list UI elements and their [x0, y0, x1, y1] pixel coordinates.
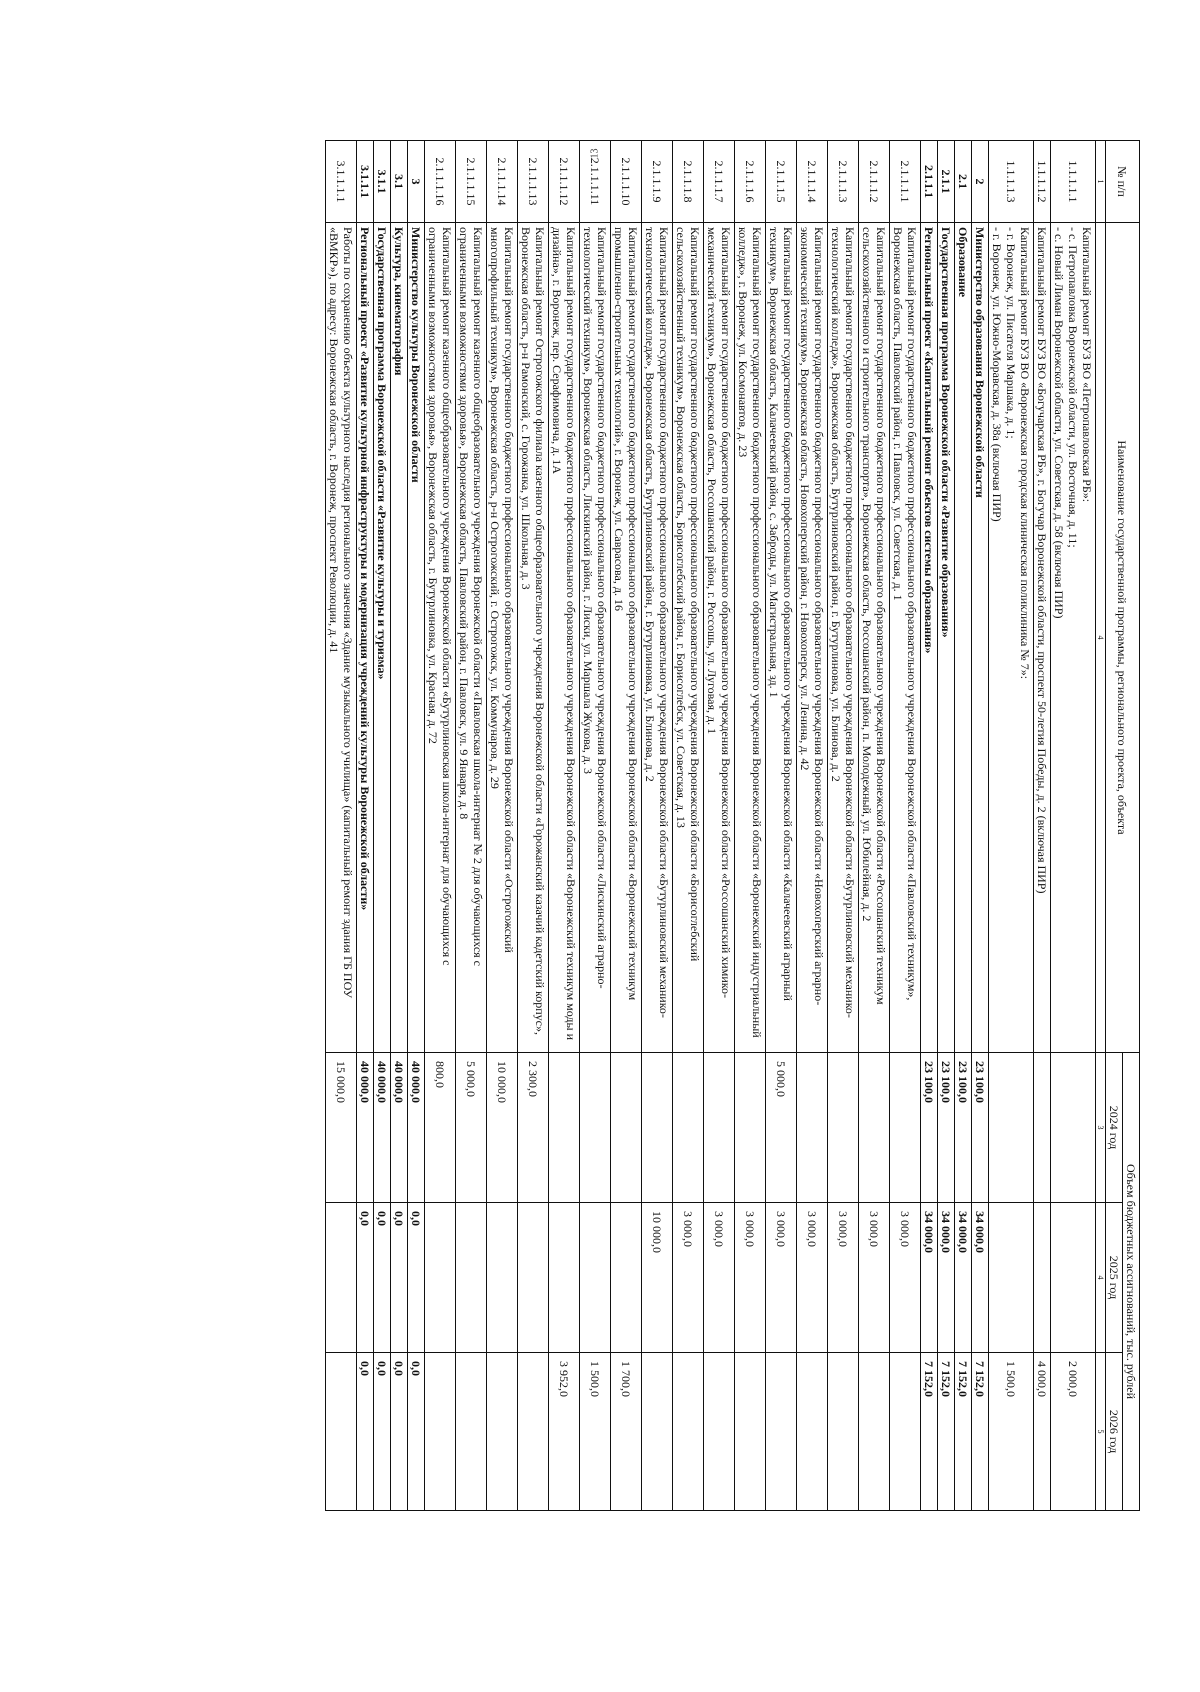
row-value-2026 [642, 1353, 673, 1511]
row-value-2026: 0,0 [391, 1353, 408, 1511]
row-value-2026 [704, 1353, 735, 1511]
row-value-2025: 0,0 [357, 1203, 374, 1353]
row-value-2024 [1051, 1053, 1096, 1203]
row-name: Капитальный ремонт государственного бюджетного профессионального образовательного учреждения Воронежской области «Воронежский техникум моды и дизайна», г. Воронеж, пер. Серафимовича, д. 1А [549, 223, 580, 1053]
row-number: 3 [408, 141, 425, 223]
table-row [955, 141, 972, 1511]
table-row [766, 141, 797, 1511]
row-name: Капитальный ремонт БУЗ ВО «Воронежская городская клиническая поликлиника № 7»: - г. Воронеж, ул. Писателя Маршака, д. 1; - г. Воронеж, ул. Южно-Моравская, д. 38а (включая ПИР) [989, 223, 1034, 1053]
row-number: 2.1.1.1.15 [456, 141, 487, 223]
row-value-2025: 34 000,0 [972, 1203, 989, 1353]
row-number: 2.1.1.1.11 [580, 141, 611, 223]
row-value-2024 [797, 1053, 828, 1203]
col-2025-header: 2025 год [1106, 1203, 1123, 1353]
budget-table [325, 140, 1140, 1511]
row-value-2024 [890, 1053, 921, 1203]
table-row [1051, 141, 1096, 1511]
row-value-2026 [425, 1353, 456, 1511]
row-value-2026 [673, 1353, 704, 1511]
row-name: Капитальный ремонт государственного бюджетного профессионального образовательного учреждения Воронежской области «Калачеевский аграрный техникум», Воронежская область, Калачеевский район, с. Заброды, ул. Магистральная, зд. 1 [766, 223, 797, 1053]
row-value-2024 [642, 1053, 673, 1203]
row-number: 3.1.1 [374, 141, 391, 223]
column-index: 3 [1096, 1053, 1106, 1203]
row-value-2026: 1 700,0 [611, 1353, 642, 1511]
row-value-2026 [797, 1353, 828, 1511]
table-row [1034, 141, 1051, 1511]
row-number: 2.1.1.1.8 [673, 141, 704, 223]
row-number: 3.1.1.1.1 [326, 141, 357, 223]
row-name: Капитальный ремонт государственного бюджетного профессионального образовательного учреждения Воронежской области «Острогожский многопрофильный техникум», Воронежская область, р-н Острогожский, г. Острогожск, ул. Коммунаров, д. 29 [487, 223, 518, 1053]
col-num-header: № п/п [1106, 141, 1140, 223]
row-name: Капитальный ремонт государственного бюджетного профессионального образовательного учреждения Воронежской области «Новохоперский аграрно-экономический техникум», Воронежская область, Новохоперский район, г. Новохоперск, ул. Ленина, д. 42 [797, 223, 828, 1053]
row-value-2024 [549, 1053, 580, 1203]
col-2026-header: 2026 год [1106, 1353, 1123, 1511]
row-value-2026: 4 000,0 [1034, 1353, 1051, 1511]
table-row [797, 141, 828, 1511]
row-value-2026: 0,0 [374, 1353, 391, 1511]
row-name: Государственная программа Воронежской области «Развитие образования» [938, 223, 955, 1053]
row-value-2026 [487, 1353, 518, 1511]
row-number: 3.1.1.1 [357, 141, 374, 223]
table-row [642, 141, 673, 1511]
row-value-2024: 23 100,0 [972, 1053, 989, 1203]
row-value-2025: 34 000,0 [955, 1203, 972, 1353]
row-value-2025: 10 000,0 [642, 1203, 673, 1353]
table-row [673, 141, 704, 1511]
row-number: 2.1.1.1.7 [704, 141, 735, 223]
row-number: 2.1.1.1.14 [487, 141, 518, 223]
row-value-2025: 0,0 [391, 1203, 408, 1353]
row-name: Капитальный ремонт государственного бюджетного профессионального образовательного учреждения Воронежской области «Воронежский техникум промышленно-строительных технологий», г. Воронеж, ул. Саврасова, д. 16 [611, 223, 642, 1053]
row-value-2024 [611, 1053, 642, 1203]
table-row [921, 141, 938, 1511]
row-name: Капитальный ремонт государственного бюджетного профессионального образовательного учреждения Воронежской области «Борисоглебский сельскохозяйственный техникум», Воронежская область, Борисоглебский район, г. Борисоглебск, ул. Советская, д. 13 [673, 223, 704, 1053]
row-name: Капитальный ремонт государственного бюджетного профессионального образовательного учреждения Воронежской области «Бутурлиновский механико-технологический колледж», Воронежская область, Бутурлиновский район, г. Бутурлиновка, ул. Блинова, д. 2 [642, 223, 673, 1053]
row-value-2025 [1034, 1203, 1051, 1353]
column-index-row [1096, 141, 1106, 1511]
row-value-2024: 40 000,0 [391, 1053, 408, 1203]
row-name: Капитальный ремонт БУЗ ВО «Петропавловская РБ»: - с. Петропавловка Воронежской области, ул. Восточная, д. 11; - с. Новый Лиман Воронежской области, ул. Советская, д. 58 (включая ПИР) [1051, 223, 1096, 1053]
row-name: Капитальный ремонт государственного бюджетного профессионального образовательного учреждения Воронежской области «Россошанский химико-механический техникум», Воронежская область, Россошанский район, г. Россошь, ул. Луговая, д. 1 [704, 223, 735, 1053]
table-row [374, 141, 391, 1511]
row-number: 2.1.1.1.4 [797, 141, 828, 223]
row-value-2025 [518, 1203, 549, 1353]
row-number: 2.1.1 [938, 141, 955, 223]
row-value-2025: 3 000,0 [797, 1203, 828, 1353]
row-name: Региональный проект «Капитальный ремонт объектов системы образования» [921, 223, 938, 1053]
row-value-2026 [890, 1353, 921, 1511]
table-row [859, 141, 890, 1511]
row-value-2026 [766, 1353, 797, 1511]
row-value-2025: 3 000,0 [890, 1203, 921, 1353]
row-number: 2.1.1.1.12 [549, 141, 580, 223]
row-number: 2 [972, 141, 989, 223]
table-row [972, 141, 989, 1511]
row-value-2024 [828, 1053, 859, 1203]
row-value-2024: 800,0 [425, 1053, 456, 1203]
row-value-2025 [1051, 1203, 1096, 1353]
row-value-2025: 0,0 [374, 1203, 391, 1353]
row-value-2025 [326, 1203, 357, 1353]
table-row [890, 141, 921, 1511]
row-name: Культура, кинематография [391, 223, 408, 1053]
row-name: Капитальный ремонт казенного общеобразовательного учреждения Воронежской области «Бутурлиновская школа-интернат для обучающихся с ограниченными возможностями здоровья», Воронежская область, г. Бутурлиновка, ул. Красная, д. 72 [425, 223, 456, 1053]
row-name: Капитальный ремонт государственного бюджетного профессионального образовательного учреждения Воронежской области «Россошанский техникум сельскохозяйственного и строительного транспорта», Воронежская область, Россошанский район, п. Молодежный, ул. Юбилейная, д. 2 [859, 223, 890, 1053]
row-value-2026: 7 152,0 [938, 1353, 955, 1511]
column-index: 4 [1096, 223, 1106, 1053]
row-value-2025 [456, 1203, 487, 1353]
row-value-2025 [611, 1203, 642, 1353]
row-value-2024 [1034, 1053, 1051, 1203]
row-name: Капитальный ремонт государственного бюджетного профессионального образовательного учреждения Воронежской области «Бутурлиновский механико-технологический колледж», Воронежская область, Бутурлиновский район, г. Бутурлиновка, ул. Блинова, д. 2 [828, 223, 859, 1053]
row-value-2026 [735, 1353, 766, 1511]
table-row [408, 141, 425, 1511]
col-name-header: Наименование государственной программы, регионального проекта, объекта [1106, 223, 1140, 1053]
table-row [989, 141, 1034, 1511]
row-value-2026: 7 152,0 [921, 1353, 938, 1511]
rotated-page [120, 140, 1140, 1510]
row-number: 2.1.1.1.10 [611, 141, 642, 223]
row-value-2025 [487, 1203, 518, 1353]
row-value-2025 [549, 1203, 580, 1353]
column-index: 1 [1096, 141, 1106, 223]
row-name: Государственная программа Воронежской области «Развитие культуры и туризма» [374, 223, 391, 1053]
row-number: 2.1.1.1.5 [766, 141, 797, 223]
row-name: Капитальный ремонт государственного бюджетного профессионального образовательного учреждения Воронежской области «Павловский техникум», Воронежская область, Павловский район, г. Павловск, ул. Советская, д. 1 [890, 223, 921, 1053]
table-row [391, 141, 408, 1511]
col-budget-header: Объем бюджетных ассигнований, тыс. рублей [1123, 1053, 1140, 1511]
row-name: Региональный проект «Развитие культурной инфраструктуры и модернизация учреждений культуры Воронежской области» [357, 223, 374, 1053]
row-name: Капитальный ремонт БУЗ ВО «Богучарская РБ», г. Богучар Воронежской области, проспект 50-летия Победы, д. 2 (включая ПИР) [1034, 223, 1051, 1053]
col-2024-header: 2024 год [1106, 1053, 1123, 1203]
table-body [326, 141, 1096, 1511]
table-row [425, 141, 456, 1511]
row-number: 2.1.1.1.1 [890, 141, 921, 223]
row-number: 3.1 [391, 141, 408, 223]
row-value-2024 [735, 1053, 766, 1203]
row-value-2025 [425, 1203, 456, 1353]
row-value-2024: 2 300,0 [518, 1053, 549, 1203]
row-value-2024 [859, 1053, 890, 1203]
row-number: 2.1 [955, 141, 972, 223]
row-value-2025: 3 000,0 [704, 1203, 735, 1353]
table-row [735, 141, 766, 1511]
row-name: Капитальный ремонт государственного бюджетного профессионального образовательного учреждения Воронежской области «Воронежский индустриальный колледж», г. Воронеж, ул. Космонавтов, д. 23 [735, 223, 766, 1053]
column-index: 5 [1096, 1353, 1106, 1511]
row-value-2024: 23 100,0 [921, 1053, 938, 1203]
row-number: 1.1.1.1.3 [989, 141, 1034, 223]
row-value-2025 [580, 1203, 611, 1353]
row-name: Капитальный ремонт казенного общеобразовательного учреждения Воронежской области «Павловская школа-интернат № 2 для обучающихся с ограниченными возможностями здоровья», Воронежская область, Павловский район, г. Павловск, ул. 9 Января, д. 8 [456, 223, 487, 1053]
row-value-2024: 15 000,0 [326, 1053, 357, 1203]
row-value-2024: 10 000,0 [487, 1053, 518, 1203]
page-number: 13 [589, 148, 601, 159]
row-value-2025: 3 000,0 [828, 1203, 859, 1353]
row-name: Работы по сохранению объекта культурного наследия регионального значения «Здание музыкального училища» (капитальный ремонт здания ГБ ПОУ «ВМКР»), по адресу: Воронежская область, г. Воронеж, проспект Революции, д. 41 [326, 223, 357, 1053]
table-row [580, 141, 611, 1511]
row-value-2025: 34 000,0 [921, 1203, 938, 1353]
row-value-2025: 3 000,0 [766, 1203, 797, 1353]
row-name: Образование [955, 223, 972, 1053]
row-value-2026: 7 152,0 [972, 1353, 989, 1511]
table-row [456, 141, 487, 1511]
row-value-2024: 40 000,0 [408, 1053, 425, 1203]
row-value-2025: 34 000,0 [938, 1203, 955, 1353]
table-row [487, 141, 518, 1511]
row-number: 2.1.1.1 [921, 141, 938, 223]
row-number: 1.1.1.1.2 [1034, 141, 1051, 223]
row-value-2026 [518, 1353, 549, 1511]
row-value-2025: 3 000,0 [859, 1203, 890, 1353]
row-value-2024 [704, 1053, 735, 1203]
row-number: 2.1.1.1.13 [518, 141, 549, 223]
row-value-2026 [828, 1353, 859, 1511]
table-row [518, 141, 549, 1511]
row-value-2024: 5 000,0 [456, 1053, 487, 1203]
row-value-2025 [989, 1203, 1034, 1353]
row-number: 2.1.1.1.16 [425, 141, 456, 223]
row-value-2026: 0,0 [408, 1353, 425, 1511]
table-row [828, 141, 859, 1511]
table-row [704, 141, 735, 1511]
row-value-2025: 3 000,0 [735, 1203, 766, 1353]
row-value-2026 [326, 1353, 357, 1511]
row-value-2026: 3 952,0 [549, 1353, 580, 1511]
row-value-2025: 3 000,0 [673, 1203, 704, 1353]
table-row [549, 141, 580, 1511]
table-row [357, 141, 374, 1511]
table-row [611, 141, 642, 1511]
row-value-2024 [673, 1053, 704, 1203]
row-number: 2.1.1.1.9 [642, 141, 673, 223]
row-value-2024: 5 000,0 [766, 1053, 797, 1203]
table-row [326, 141, 357, 1511]
row-number: 2.1.1.1.2 [859, 141, 890, 223]
row-value-2026: 0,0 [357, 1353, 374, 1511]
row-name: Министерство культуры Воронежской области [408, 223, 425, 1053]
row-value-2024 [580, 1053, 611, 1203]
row-value-2024: 23 100,0 [955, 1053, 972, 1203]
row-value-2025: 0,0 [408, 1203, 425, 1353]
row-name: Капитальный ремонт Острогожского филиала казенного общеобразовательного учреждения Воронежской области «Горожанский казачий кадетский корпус», Воронежская область, р-н Рамонский, с. Горожанка, ул. Школьная, д. 3 [518, 223, 549, 1053]
row-value-2026 [456, 1353, 487, 1511]
table-row [938, 141, 955, 1511]
row-value-2026: 2 000,0 [1051, 1353, 1096, 1511]
row-value-2024: 23 100,0 [938, 1053, 955, 1203]
row-value-2024: 40 000,0 [357, 1053, 374, 1203]
row-number: 2.1.1.1.3 [828, 141, 859, 223]
row-name: Капитальный ремонт государственного бюджетного профессионального образовательного учреждения Воронежской области «Лискинский аграрно-технологический техникум», Воронежская область, Лискинский район, г. Лиски, ул. Маршала Жукова, д. 3 [580, 223, 611, 1053]
row-value-2024: 40 000,0 [374, 1053, 391, 1203]
row-value-2026: 1 500,0 [580, 1353, 611, 1511]
row-number: 1.1.1.1.1 [1051, 141, 1096, 223]
column-index: 4 [1096, 1203, 1106, 1353]
row-value-2024 [989, 1053, 1034, 1203]
row-value-2026: 1 500,0 [989, 1353, 1034, 1511]
row-value-2026 [859, 1353, 890, 1511]
row-number: 2.1.1.1.6 [735, 141, 766, 223]
row-name: Министерство образования Воронежской области [972, 223, 989, 1053]
row-value-2026: 7 152,0 [955, 1353, 972, 1511]
